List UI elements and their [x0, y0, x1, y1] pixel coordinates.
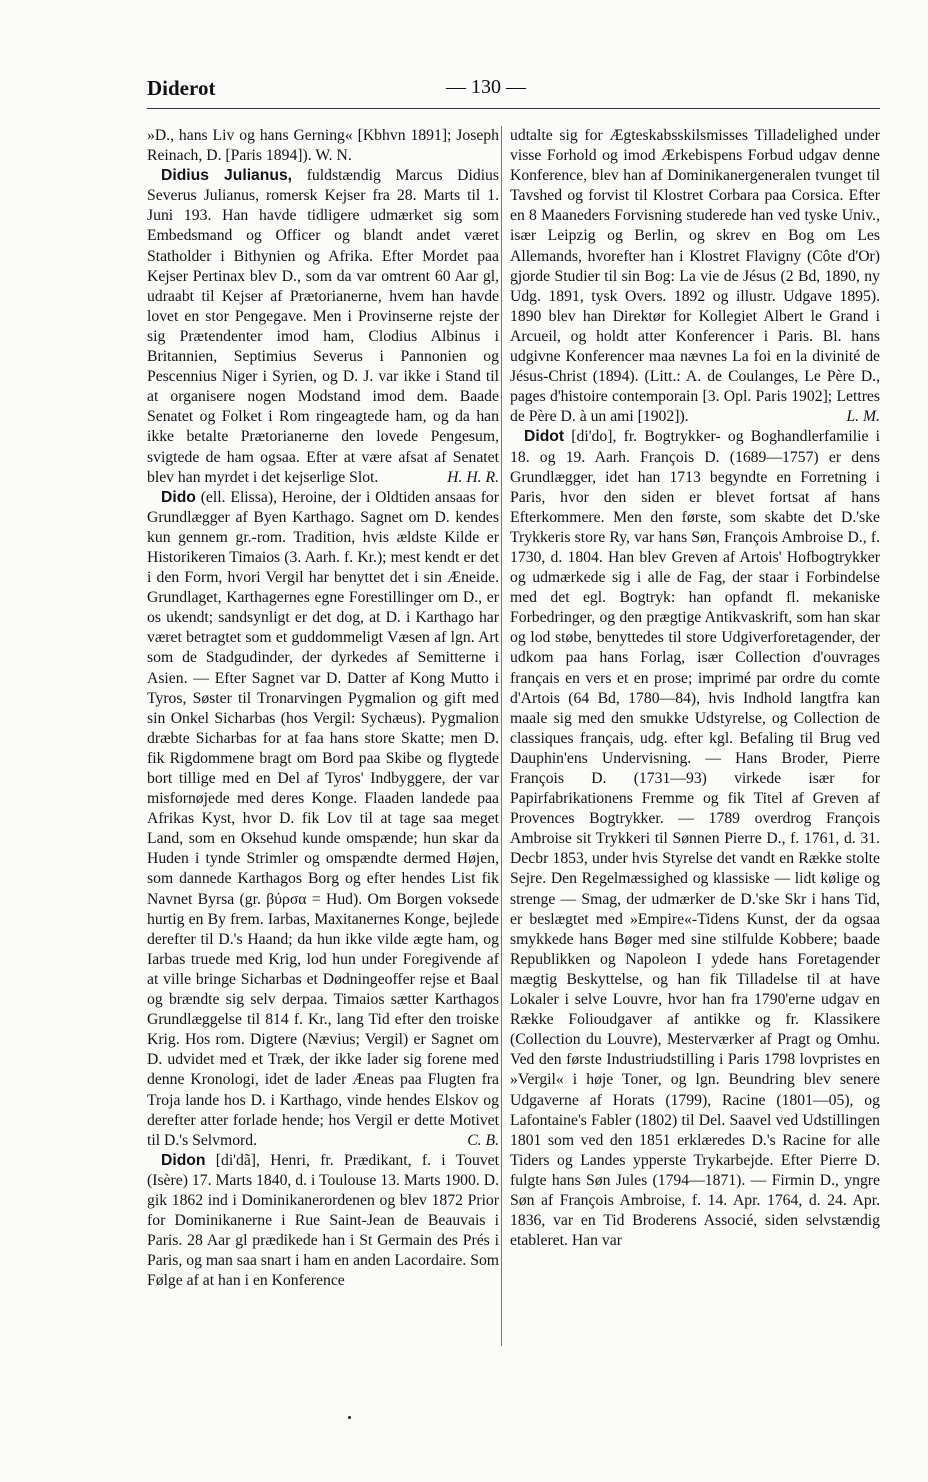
entry-headword: Didius Julianus,	[161, 167, 293, 185]
entry-continuation	[510, 126, 880, 427]
author-signature: L. M.	[846, 408, 880, 426]
entry-headword: Dido	[161, 488, 196, 506]
entry-text: »D., hans Liv og hans Gerning« [Kbhvn 1891]; Joseph Reinach, D. [Paris 1894]). W. N.	[147, 127, 499, 165]
entry-headword: Didot	[524, 428, 565, 446]
column-divider	[501, 126, 502, 1346]
entry-text: [di'do], fr. Bogtrykker- og Boghandlerfamilie i 18. og 19. Aarh. François D. (1689—1757) er dens Grundlægger, idet han 1713 begyndte en Forretning i Paris, hvor den siden er blevet fortsat af hans Efterkommere. Men den første, som skabte det D.'ske Trykkeris store Ry, var hans Søn, François Ambroise D., f. 1730, d. 1804. Han blev Greven af Artois' Hofbogtrykker og udmærkede sig i alle de Fag, der staar i Forbindelse med det egl. Bogtryk: han opfandt fl. mekaniske Forbedringer, og den prægtige Antikvaskrift, som han skar og lod støbe, benyttedes til store Udgiverforetagender, der udkom paa hans Forlag, især Collection d'ouvrages français en vers et en prose; imprimé par ordre du comte d'Artois (64 Bd, 1780—84), hvis Indhold langtfra kan maale sig med den smukke Udstyrelse, og Collection de classiques français, udg. efter kgl. Befaling til Brug ved Dauphin'ens Undervisning. — Hans Broder, Pierre François D. (1731—93) virkede især for Papirfabrikationens Fremme og fik Titel af Greven af Provences Bogtrykker. — 1789 overdrog François Ambroise sit Trykkeri til Sønnen Pierre D., f. 1761, d. 31. Decbr 1853, under hvis Styrelse det vandt en Række stolte Sejre. Den Regelmæssighed og klassiske — lidt kølige og strenge — Smag, der udmærker de D.'ske Skr i hans Tid, er beslægtet med »Empire«-Tidens Kunst, der da ogsaa smykkede hans Bøger med sine stilfulde Kobbere; baade Republikken og Napoleon I ydede hans Foretagender mægtig Beskyttelse, og han fik Tilladelse til at have Lokaler i selve Louvre, hvor han fra 1790'erne udgav en Række Folioudgaver af antikke og fr. Klassikere (Collection du Louvre), Mesterværker af Pragt og Omhu. Ved den første Industriudstilling i Paris 1798 lovpristes en »Vergil« i høje Toner, og lgn. Beundring blev senere Udgaverne af Horats (1799), Racine (1801—05), og Lafontaine's Fabler (1802) til Del. Saavel ved Udstillingen 1801 som ved den 1851 erklæredes D.'s Racine for alle Tiders og Landes ypperste Trykarbejde. Efter Pierre D. fulgte hans Søn Jules (1794—1871). — Firmin D., yngre Søn af François Ambroise, f. 14. Apr. 1764, d. 24. Apr. 1836, var en Tid Broderens Associé, siden selvstændig etableret. Han var	[510, 428, 880, 1250]
left-column	[147, 126, 499, 1291]
entry-text: (ell. Elissa), Heroine, der i Oldtiden ansaas for Grundlægger af Byen Karthago. Sagnet om D. kendes kun gennem gr.-rom. Tradition, hvis ældste Kilde er Historikeren Timaios (3. Aarh. f. Kr.); mest kendt er det i den Form, hvori Vergil har benyttet det i sin Æneide. Grundlaget, Karthagernes egne Forestillinger om D., er os ukendt; sandsynligt er det dog, at D. i Karthago har været betragtet som et guddommeligt Væsen af lgn. Art som de Stadgudinder, der dyrkedes af Semitterne i Asien. — Efter Sagnet var D. Datter af Kong Mutto i Tyros, Søster til Tronarvingen Pygmalion og gift med sin Onkel Sicharbas (hos Vergil: Sychæus). Pygmalion dræbte Sicharbas for at faa hans store Skatte; men D. fik Rigdommene bragt om Bord paa Skibe og flygtede bort tillige med en Del af Tyros' Indbyggere, der var misfornøjede med deres Konge. Flaaden landede paa Afrikas Kyst, hvor D. fik Lov til at tage saa meget Land, som en Oksehud kunde omspænde; hun skar da Huden i tynde Strimler og omspændte dermed Højen, som dannede Karthagos Borg og efter hendes List fik Navnet Byrsa (gr. βύρσα = Hud). Om Borgen voksede hurtig en By frem. Iarbas, Maxitanernes Konge, bejlede derefter til D.'s Haand; da hun ikke vilde ægte ham, og Iarbas truede med Krig, lod hun under Foregivende af at ville bringe Sicharbas et Dødningeoffer rejse et Baal og brændte sig selv derpaa. Timaios sætter Karthagos Grundlæggelse til 814 f. Kr., lang Tid efter den troiske Krig. Hos rom. Digtere (Nævius; Vergil) er Sagnet om D. udvidet med et Træk, der ikke lader sig forene med denne Kronologi, idet de lader Æneas paa Flugten fra Troja lande hos D. i Karthago, vinde hendes Elskov og derefter atter forlade hende; hos Vergil er dette Motivet til D.'s Selvmord.	[147, 488, 499, 1149]
entry-didius-julianus	[147, 166, 499, 488]
stray-print-mark	[348, 1416, 351, 1419]
entry-didon	[147, 1151, 499, 1292]
right-column	[510, 126, 880, 1251]
entry-text: [di'dã], Henri, fr. Prædikant, f. i Touvet (Isère) 17. Marts 1840, d. i Toulouse 13. Marts 1900. D. gik 1862 ind i Dominikanerordenen og blev 1872 Prior for Dominikanerne i Rue Saint-Jean de Beauvais i Paris. 28 Aar gl prædikede han i St Germain des Prés i Paris, og man saa snart i ham en anden Lacordaire. Som Følge af at han i en Konference	[147, 1151, 499, 1290]
entry-text: fuldstændig Marcus Didius Severus Julianus, romersk Kejser fra 28. Marts til 1. Juni 193. Han havde tidligere udmærket sig som Embedsmand og Officer og blandt andet været Statholder i Bithynien og Afrika. Efter Mordet paa Kejser Pertinax blev D., som da var omtrent 60 Aar gl, udraabt til Kejser af Prætorianerne, hvem han havde lovet en stor Pengegave. Men i Provinserne rejste der sig Prætendenter imod ham, Clodius Albinus i Britannien, Septimius Severus i Pannonien og Pescennius Niger i Syrien, og D. J. var ikke i Stand til at organisere nogen Modstand imod dem. Baade Senatet og Folket i Rom ringeagtede ham, og da han ikke betalte Prætorianerne den lovede Pengesum, svigtede de ham ogsaa. Efter at være afsat af Senatet blev han myrdet i det kejserlige Slot.	[147, 167, 499, 486]
entry-continuation	[147, 126, 499, 166]
entry-didot	[510, 427, 880, 1251]
author-signature: H. H. R.	[447, 468, 499, 486]
entry-text: udtalte sig for Ægteskabsskilsmisses Tilladelighed under visse Forhold og imod Ærkebispens Forbud udgav denne Konference, blev han af Dominikanergeneralen tvunget til Tavshed og forvist til Klostret Corbara paa Corsica. Efter en 8 Maaneders Forvisning studerede han ved tyske Univ., især Leipzig og Berlin, og skrev en Bog om Les Allemands, hvorefter han i Klostret Flavigny (Côte d'Or) gjorde Studier til sin Bog: La vie de Jésus (2 Bd, 1890, ny Udg. 1891, tysk Overs. 1892 og illustr. Udgave 1895). 1890 blev han Direktør for Kollegiet Albert le Grand i Arcueil, og holdt atter Konferencer i Paris. Bl. hans udgivne Konferencer maa nævnes La foi en la divinité de Jésus-Christ (1894). (Litt.: A. de Coulanges, Le Père D., pages d'histoire contemporain [3. Opl. Paris 1902]; Lettres de Père D. à un ami [1902]).	[510, 127, 880, 426]
entry-headword: Didon	[161, 1151, 206, 1169]
running-headword: Diderot	[147, 76, 216, 100]
page-number: — 130 —	[446, 76, 526, 98]
header-rule	[147, 108, 880, 109]
author-signature: C. B.	[467, 1131, 499, 1149]
entry-dido	[147, 488, 499, 1151]
